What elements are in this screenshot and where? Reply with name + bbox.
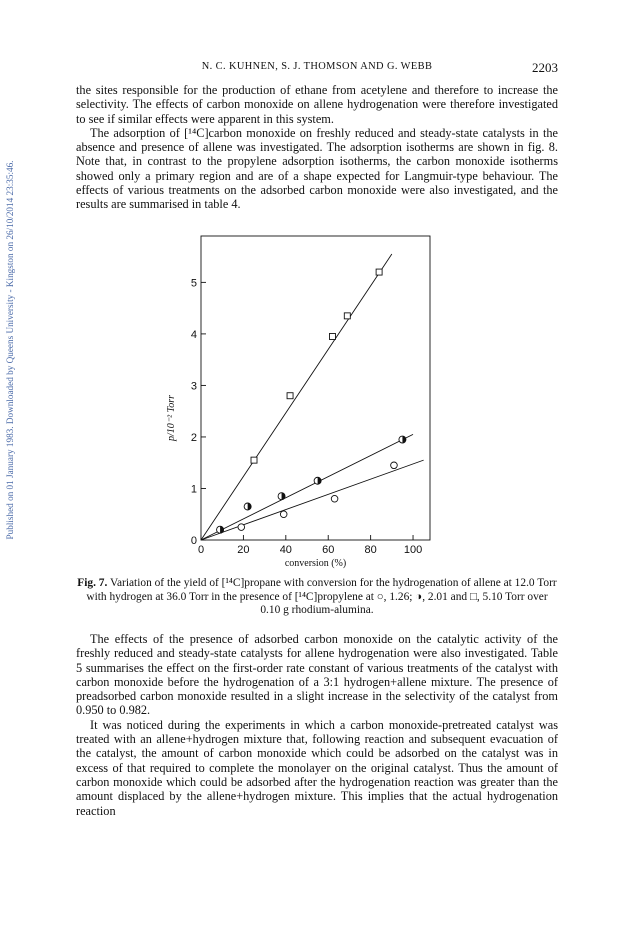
y-tick-label: 3 [190, 380, 197, 393]
data-point-open-circle [391, 462, 398, 469]
data-point-square [251, 457, 257, 463]
figure-7-chart [160, 232, 444, 577]
data-point-square [329, 333, 335, 339]
figure-caption [76, 577, 558, 618]
header-authors: N. C. KUHNEN, S. J. THOMSON AND G. WEBB [201, 61, 433, 72]
data-point-square [376, 269, 382, 275]
data-point-open-circle [331, 495, 338, 502]
body-text-bottom [76, 632, 558, 818]
running-header [76, 60, 558, 76]
caption-text: Variation of the yield of [¹⁴C]propane with conversion for the hydrogenation of allene at 12.0 Torr with hydrogen at 36.0 Torr in the presence of [¹⁴C]propylene at ○, 1.26; ◑, 2.01 and □, 5.10 Torr over 0.10 g rhodium-alumina. [86, 577, 557, 617]
download-watermark [4, 110, 16, 590]
paragraph: It was noticed during the experiments in which a carbon monoxide-pretreated catalyst was treated with an allene+hydrogen mixture that, following reaction and subsequent evacuation of the catalyst, the amount of carbon monoxide which could be adsorbed on the catalyst was in excess of that required to complete the monolayer on the original catalyst. Thus the amount of carbon monoxide which could be adsorbed after the hydrogenation reaction was greater than the amount displaced by the allene+hydrogen mixture. This implies that the actual hydrogenation reaction [76, 717, 558, 818]
y-tick-label: 4 [190, 328, 197, 341]
caption-label: Fig. 7. [77, 577, 108, 589]
y-tick-label: 5 [190, 277, 197, 290]
data-point-open-circle [238, 524, 245, 531]
body-text-top [76, 83, 558, 212]
y-tick-label: 1 [190, 483, 197, 496]
x-tick-label: 100 [403, 544, 423, 556]
page-number: 2203 [532, 60, 558, 75]
paragraph: The adsorption of [¹⁴C]carbon monoxide on freshly reduced and steady-state catalysts in the absence and presence of allene was investigated. The adsorption isotherms are shown in fig. 8. Note that, in contrast to the propylene adsorption isotherms, the carbon monoxide isotherms showed only a primary region and are of a shape expected for Langmuir-type behaviour. The effects of various treatments on the adsorbed carbon monoxide were also investigated, and the results are summarised in table 4. [76, 125, 558, 212]
data-point-square [287, 393, 293, 399]
y-axis-label: p/10⁻² Torr [166, 395, 177, 441]
data-point-square [344, 313, 350, 319]
fit-line [201, 254, 392, 540]
x-tick-label: 0 [197, 544, 205, 556]
plot-frame [201, 236, 430, 540]
x-axis-label: conversion (%) [284, 558, 347, 569]
x-tick-label: 60 [322, 544, 335, 556]
x-tick-label: 80 [364, 544, 377, 556]
y-tick-label: 2 [190, 431, 197, 444]
x-tick-label: 40 [279, 544, 292, 556]
data-point-open-circle [280, 511, 287, 518]
fit-line [201, 434, 413, 540]
fit-line [201, 460, 424, 540]
paragraph: The effects of the presence of adsorbed carbon monoxide on the catalytic activity of the freshly reduced and steady-state catalysts for allene hydrogenation were also investigated. Table 5 summarises the effect on the first-order rate constant of various treatments of the catalyst with carbon monoxide before the hydrogenation of a 3:1 hydrogen+allene mixture. The presence of preadsorbed carbon monoxide resulted in a slight increase in the selectivity of the catalyst from 0.950 to 0.982. [76, 632, 558, 718]
paragraph: the sites responsible for the production of ethane from acetylene and therefore to increase the selectivity. The effects of carbon monoxide on allene hydrogenation were therefore investigated to see if similar effects were apparent in this system. [76, 83, 558, 126]
y-tick-label: 0 [190, 535, 197, 547]
download-watermark-text: Published on 01 January 1983. Downloaded by Queens University - Kingston on 26/10/2014 23:35:46. [5, 160, 15, 540]
x-tick-label: 20 [237, 544, 250, 556]
